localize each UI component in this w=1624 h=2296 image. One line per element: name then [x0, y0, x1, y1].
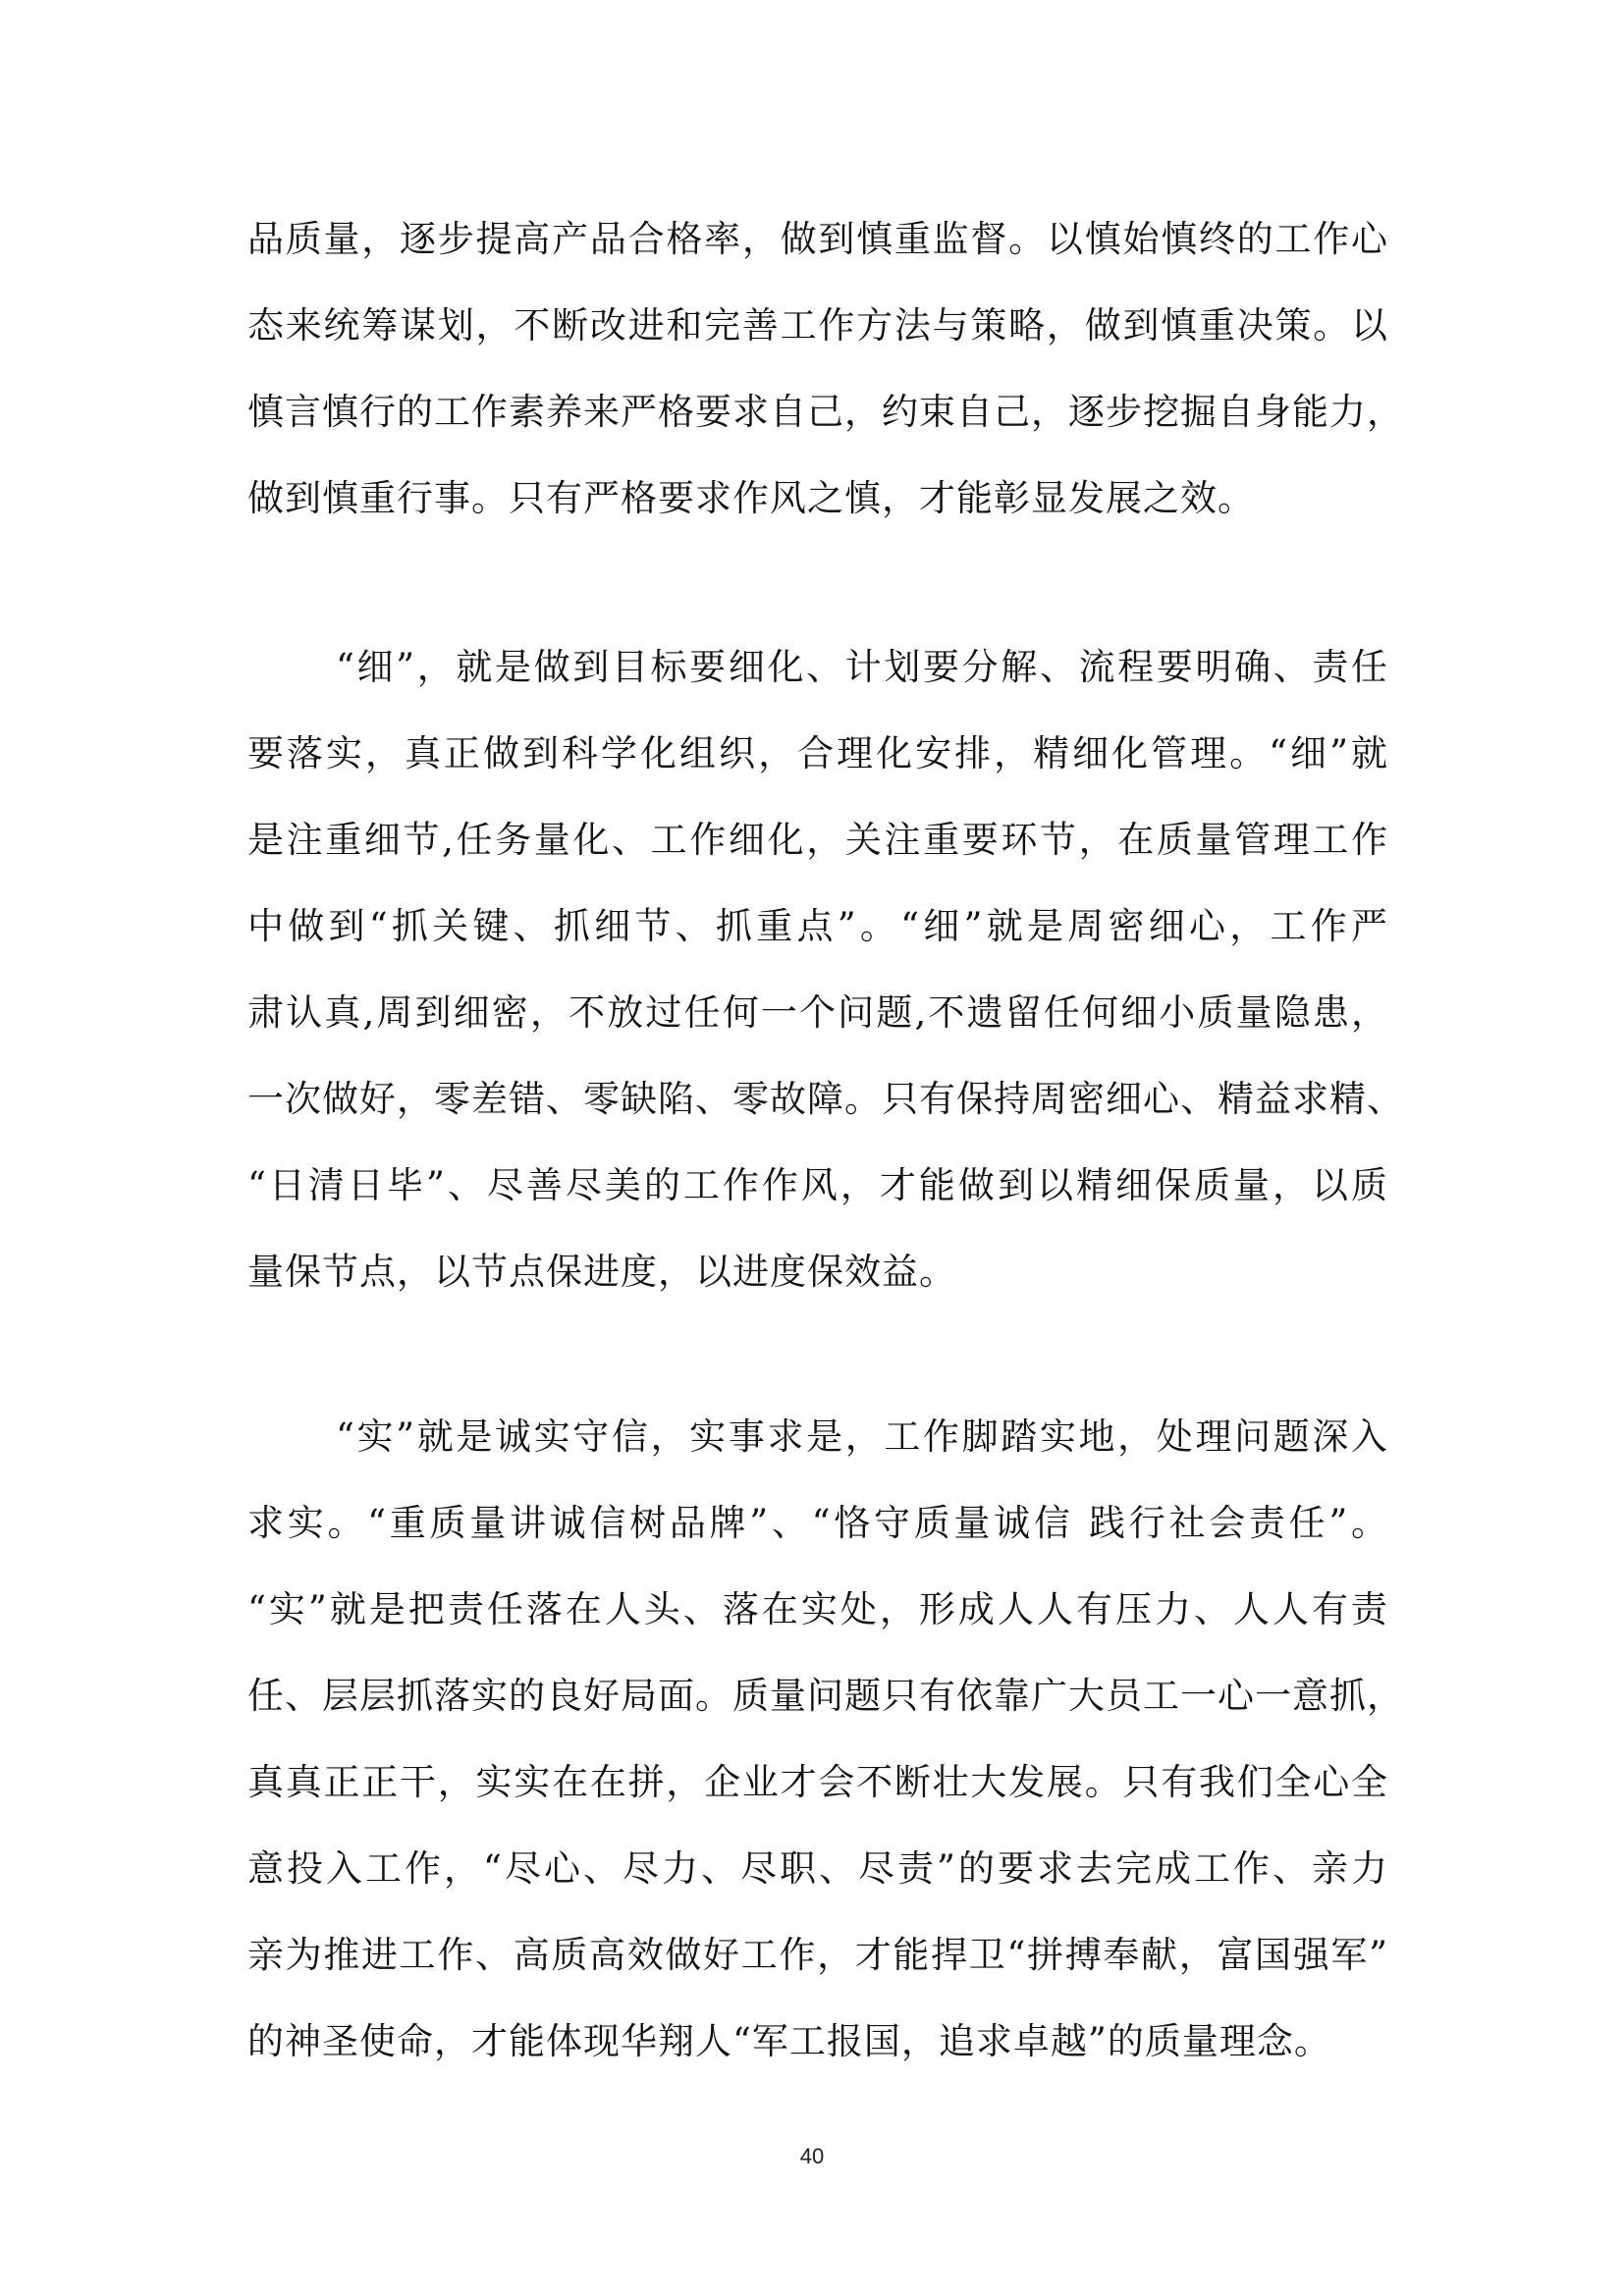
paragraph-line: 亲为推进工作、高质高效做好工作，才能捍卫“拼搏奉献，富国强军” — [247, 1934, 1388, 1976]
paragraph-3 — [247, 1394, 1404, 2085]
paragraph-line: 任、层层抓落实的良好局面。质量问题只有依靠广大员工一心一意抓， — [247, 1675, 1404, 1717]
paragraph-line: 求实。“重质量讲诚信树品牌”、“恪守质量诚信 践行社会责任”。 — [247, 1502, 1388, 1544]
paragraph-2 — [247, 624, 1404, 1315]
paragraph-line: 是注重细节,任务量化、工作细化，关注重要环节，在质量管理工作 — [247, 819, 1388, 861]
paragraph-1 — [247, 196, 1404, 542]
page-number: 40 — [799, 2144, 825, 2168]
paragraph-line: 要落实，真正做到科学化组织，合理化安排，精细化管理。“细”就 — [247, 732, 1388, 774]
paragraph-line: 意投入工作，“尽心、尽力、尽职、尽责”的要求去完成工作、亲力 — [247, 1847, 1388, 1890]
paragraph-line: “实”就是诚实守信，实事求是，工作脚踏实地，处理问题深入 — [336, 1415, 1388, 1458]
paragraph-line: 中做到“抓关键、抓细节、抓重点”。“细”就是周密细心，工作严 — [247, 905, 1388, 947]
paragraph-line: 真真正正干，实实在在拼，企业才会不断壮大发展。只有我们全心全 — [247, 1761, 1388, 1803]
paragraph-line: 慎言慎行的工作素养来严格要求自己，约束自己，逐步挖掘自身能力， — [247, 391, 1404, 433]
paragraph-line: “细”，就是做到目标要细化、计划要分解、流程要明确、责任 — [336, 646, 1388, 688]
paragraph-line: “日清日毕”、尽善尽美的工作作风，才能做到以精细保质量，以质 — [247, 1164, 1388, 1206]
paragraph-line: 的神圣使命，才能体现华翔人“军工报国，追求卓越”的质量理念。 — [247, 2020, 1331, 2062]
paragraph-line: 量保节点，以节点保进度，以进度保效益。 — [247, 1251, 956, 1293]
paragraph-line: 态来统筹谋划，不断改进和完善工作方法与策略，做到慎重决策。以 — [247, 304, 1388, 347]
paragraph-line: 肃认真,周到细密，不放过任何一个问题,不遗留任何细小质量隐患， — [247, 991, 1388, 1034]
paragraph-line: 品质量，逐步提高产品合格率，做到慎重监督。以慎始慎终的工作心 — [247, 218, 1388, 260]
paragraph-line: “实”就是把责任落在人头、落在实处，形成人人有压力、人人有责 — [247, 1588, 1388, 1630]
paragraph-line: 一次做好，零差错、零缺陷、零故障。只有保持周密细心、精益求精、 — [247, 1078, 1404, 1120]
paragraph-line: 做到慎重行事。只有严格要求作风之慎，才能彰显发展之效。 — [247, 477, 1255, 519]
